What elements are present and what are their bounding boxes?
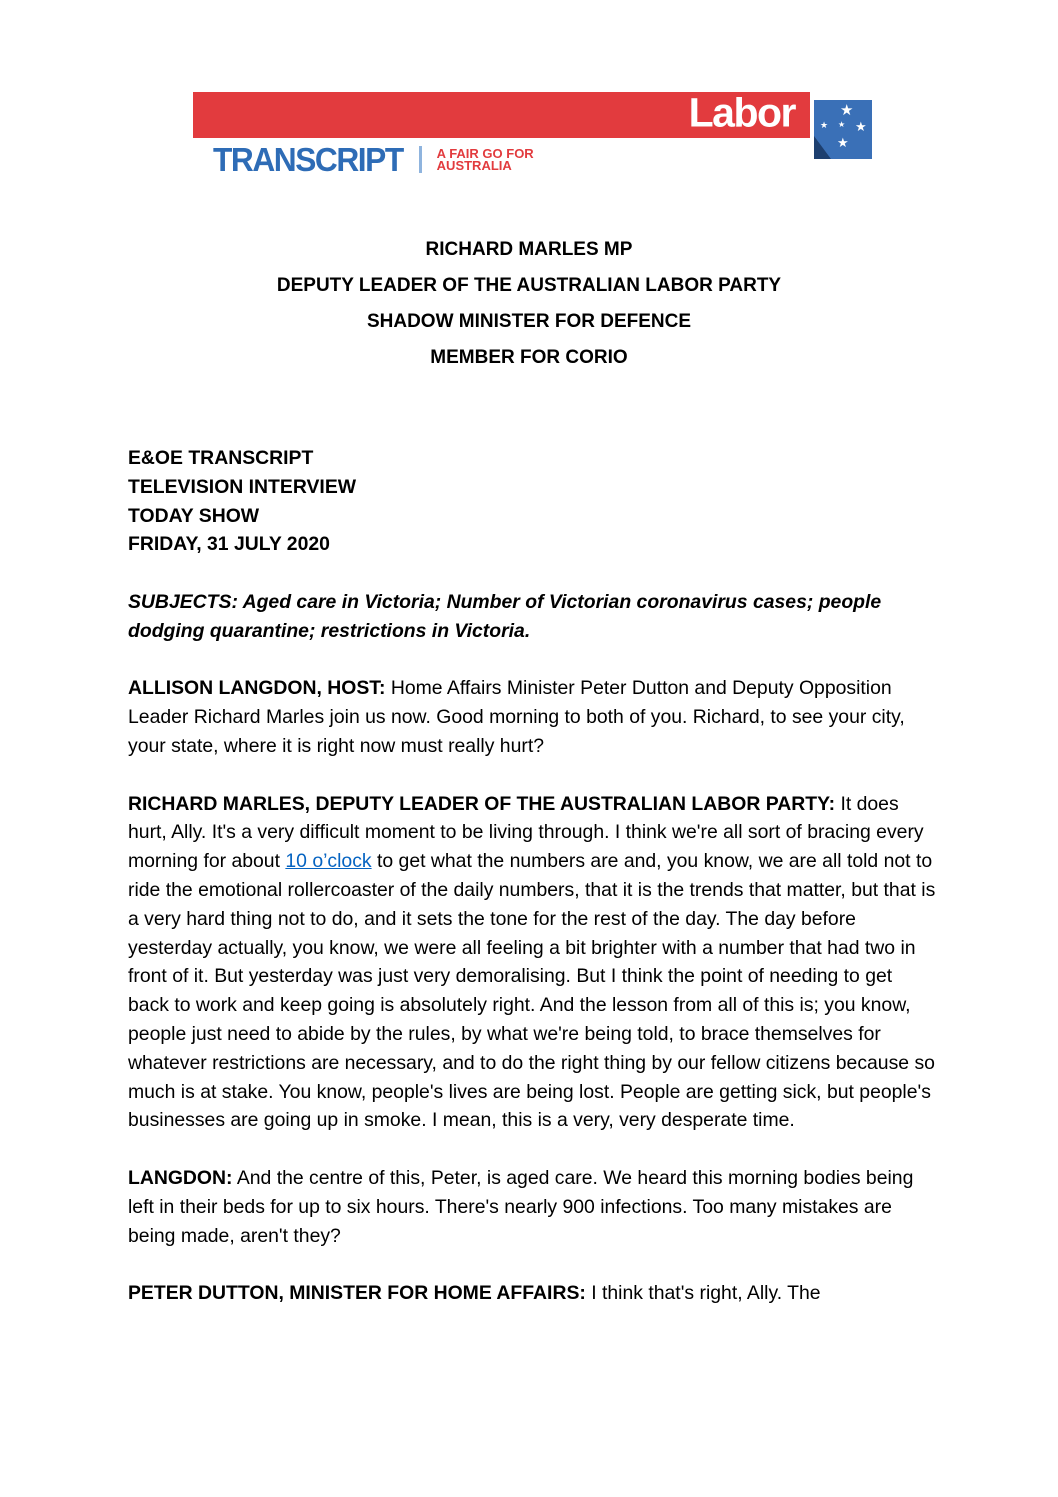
labor-logo-header — [193, 89, 893, 178]
transcript-logo-row — [213, 141, 534, 178]
southern-cross-icon — [814, 100, 872, 159]
star-icon: ★ — [838, 120, 846, 129]
ten-oclock-link[interactable]: 10 o’clock — [285, 850, 372, 873]
title-role-2: SHADOW MINISTER FOR DEFENCE — [366, 311, 692, 332]
star-icon: ★ — [820, 120, 829, 130]
paragraph-langdon-intro — [128, 674, 936, 760]
title-name: RICHARD MARLES MP — [425, 239, 633, 260]
title-role-1: DEPUTY LEADER OF THE AUSTRALIAN LABOR PARTY — [276, 275, 782, 296]
flag-notch-icon — [814, 136, 831, 159]
meta-eoe: E&OE TRANSCRIPT — [128, 447, 314, 469]
labor-wordmark: Labor — [688, 89, 795, 136]
star-icon: ★ — [837, 135, 849, 150]
speaker-label-langdon: ALLISON LANGDON, HOST: — [128, 677, 386, 700]
speaker-label-dutton: PETER DUTTON, MINISTER FOR HOME AFFAIRS: — [128, 1282, 586, 1305]
title-role-3: MEMBER FOR CORIO — [430, 347, 628, 368]
paragraph-text: And the centre of this, Peter, is aged care. We heard this morning bodies being left in their beds for up to six hours. There's nearly 900 infections. Too many mistakes are being made, aren't they? — [128, 1166, 914, 1247]
meta-type: TELEVISION INTERVIEW — [128, 475, 357, 498]
paragraph-text: It does hurt, Ally. It's a very difficult moment to be living through. I think we're all sort of bracing every morning for about — [128, 792, 924, 873]
paragraph-marles — [128, 790, 936, 1136]
paragraph-langdon-aged-care — [128, 1164, 936, 1250]
meta-program: TODAY SHOW — [128, 504, 260, 527]
paragraph-text: Home Affairs Minister Peter Dutton and Deputy Opposition Leader Richard Marles join us now. Good morning to both of you. Richard, to see your city, your state, where it is right now must really hurt? — [128, 677, 905, 757]
tagline-line-1: A FAIR GO FOR — [436, 146, 534, 161]
meta-date: FRIDAY, 31 JULY 2020 — [128, 533, 330, 556]
paragraph-text: I think that's right, Ally. The — [591, 1282, 821, 1305]
speaker-label-langdon: LANGDON: — [128, 1166, 233, 1189]
transcript-body — [128, 444, 936, 1308]
transcript-meta-block — [128, 444, 936, 559]
transcript-wordmark: TRANSCRIPT — [213, 141, 403, 178]
star-icon: ★ — [840, 102, 854, 119]
labor-red-banner — [193, 89, 810, 138]
subjects-line: SUBJECTS: Aged care in Victoria; Number of Victorian coronavirus cases; people dodging quarantine; restrictions in Victoria. — [128, 590, 882, 642]
tagline-line-2: AUSTRALIA — [436, 157, 512, 173]
logo-divider — [419, 146, 422, 173]
paragraph-dutton — [128, 1279, 936, 1308]
paragraph-text: to get what the numbers are and, you know, we are all told not to ride the emotional rollercoaster of the daily numbers, that it is the trends that matter, but that is a very hard thing not to do, and it sets the tone for the rest of the day. The day before yesterday actually, you know, we were all feeling a bit brighter with a number that had two in front of it. But yesterday was just very demoralising. But I think the point of needing to get back to work and keep going is absolutely right. And the lesson from all of this is; you know, people just need to abide by the rules, by what we're being told, to brace themselves for whatever restrictions are necessary, and to do the right thing by our fellow citizens because so much is at stake. You know, people's lives are being lost. People are getting sick, but people's businesses are going up in smoke. I mean, this is a very, very desperate time. — [128, 850, 936, 1132]
star-icon: ★ — [855, 119, 867, 134]
document-title-block — [0, 232, 1058, 376]
tagline — [437, 145, 534, 171]
speaker-label-marles: RICHARD MARLES, DEPUTY LEADER OF THE AUSTRALIAN LABOR PARTY: — [128, 792, 836, 815]
